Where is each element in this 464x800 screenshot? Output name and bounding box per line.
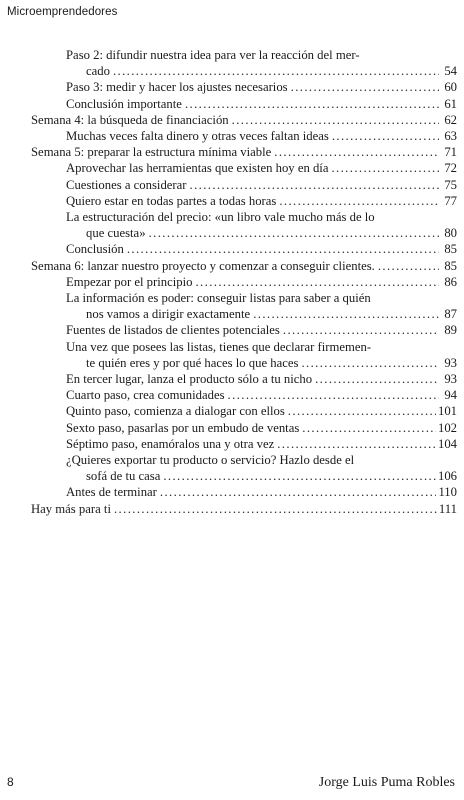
toc-entry-title: Cuarto paso, crea comunidades bbox=[66, 388, 225, 403]
dot-leader bbox=[315, 371, 439, 387]
toc-entry-page: 61 bbox=[444, 96, 457, 111]
toc-entry bbox=[31, 436, 457, 452]
toc-entry-page: 54 bbox=[444, 64, 457, 79]
toc-entry bbox=[31, 47, 457, 79]
toc-entry bbox=[31, 177, 457, 193]
toc-entry bbox=[31, 452, 457, 484]
toc-entry-title: Aprovechar las herramientas que existen hoy en día bbox=[66, 161, 329, 176]
dot-leader bbox=[190, 177, 440, 193]
dot-leader bbox=[113, 63, 439, 79]
page-number: 8 bbox=[7, 775, 14, 789]
toc-entry-title: Séptimo paso, enamóralos una y otra vez bbox=[66, 436, 275, 451]
toc-entry bbox=[31, 387, 457, 403]
toc-entry-title: Empezar por el principio bbox=[66, 274, 193, 289]
toc-entry-title-continued: te quién eres y por qué haces lo que haces bbox=[86, 355, 299, 370]
table-of-contents bbox=[31, 47, 457, 517]
toc-entry-page: 85 bbox=[444, 258, 457, 273]
toc-entry-title: La estructuración del precio: «un libro vale mucho más de lo bbox=[66, 210, 375, 225]
toc-entry-page: 60 bbox=[444, 80, 457, 95]
toc-entry-page: 111 bbox=[438, 501, 457, 516]
dot-leader bbox=[253, 306, 439, 322]
toc-entry bbox=[31, 96, 457, 112]
toc-entry-title: Paso 3: medir y hacer los ajustes necesarios bbox=[66, 80, 288, 95]
toc-entry bbox=[31, 160, 457, 176]
dot-leader bbox=[149, 225, 439, 241]
toc-entry bbox=[31, 403, 457, 419]
toc-entry bbox=[31, 501, 457, 517]
dot-leader bbox=[232, 112, 439, 128]
toc-entry-page: 94 bbox=[444, 388, 457, 403]
toc-entry-page: 85 bbox=[444, 242, 457, 257]
toc-entry-title: Fuentes de listados de clientes potenciales bbox=[66, 323, 280, 338]
toc-entry bbox=[31, 290, 457, 322]
toc-entry-title: Quiero estar en todas partes a todas horas bbox=[66, 193, 277, 208]
toc-entry-title: Semana 5: preparar la estructura mínima viable bbox=[31, 145, 272, 160]
toc-entry bbox=[31, 209, 457, 241]
toc-entry bbox=[31, 128, 457, 144]
toc-entry-page: 104 bbox=[437, 436, 457, 451]
toc-entry-title: Sexto paso, pasarlas por un embudo de ventas bbox=[66, 420, 300, 435]
toc-entry-page: 80 bbox=[444, 226, 457, 241]
toc-entry-page: 63 bbox=[444, 129, 457, 144]
dot-leader bbox=[163, 468, 436, 484]
toc-entry-title: Antes de terminar bbox=[66, 485, 157, 500]
toc-entry-page: 89 bbox=[444, 323, 457, 338]
toc-entry bbox=[31, 112, 457, 128]
dot-leader bbox=[378, 258, 439, 274]
toc-entry-page: 102 bbox=[437, 420, 457, 435]
dot-leader bbox=[277, 436, 436, 452]
toc-entry-title: La información es poder: conseguir listas para saber a quién bbox=[66, 291, 371, 306]
dot-leader bbox=[291, 79, 439, 95]
dot-leader bbox=[274, 144, 439, 160]
toc-entry-page: 71 bbox=[444, 145, 457, 160]
toc-entry-page: 106 bbox=[437, 469, 457, 484]
toc-entry bbox=[31, 274, 457, 290]
toc-entry-title: Conclusión importante bbox=[66, 96, 182, 111]
dot-leader bbox=[185, 96, 439, 112]
toc-entry-title-continued: que cuesta» bbox=[86, 226, 146, 241]
toc-entry-title: ¿Quieres exportar tu producto o servicio? Hazlo desde el bbox=[66, 453, 355, 468]
toc-entry-title-continued: sofá de tu casa bbox=[86, 469, 161, 484]
toc-entry-page: 87 bbox=[444, 307, 457, 322]
toc-entry-title: Hay más para ti bbox=[31, 501, 111, 516]
author-name: Jorge Luis Puma Robles bbox=[318, 775, 455, 790]
dot-leader bbox=[332, 128, 439, 144]
dot-leader bbox=[331, 160, 439, 176]
dot-leader bbox=[288, 403, 436, 419]
toc-entry-title: Muchas veces falta dinero y otras veces faltan ideas bbox=[66, 129, 329, 144]
dot-leader bbox=[228, 387, 439, 403]
toc-entry-page: 62 bbox=[444, 112, 457, 127]
toc-entry-page: 77 bbox=[444, 193, 457, 208]
toc-entry-title: Conclusión bbox=[66, 242, 124, 257]
toc-entry-title: Cuestiones a considerar bbox=[66, 177, 187, 192]
toc-entry bbox=[31, 241, 457, 257]
toc-entry bbox=[31, 339, 457, 371]
toc-entry bbox=[31, 79, 457, 95]
running-header: Microemprendedores bbox=[7, 6, 118, 18]
toc-entry bbox=[31, 144, 457, 160]
toc-entry-page: 101 bbox=[437, 404, 457, 419]
toc-entry bbox=[31, 322, 457, 338]
dot-leader bbox=[302, 420, 436, 436]
toc-entry-title: Semana 6: lanzar nuestro proyecto y comenzar a conseguir clientes. bbox=[31, 258, 375, 273]
toc-entry-title-continued: cado bbox=[86, 64, 110, 79]
toc-entry-page: 93 bbox=[444, 355, 457, 370]
toc-entry-title: Una vez que posees las listas, tienes que declarar firmemen- bbox=[66, 339, 372, 354]
toc-entry bbox=[31, 371, 457, 387]
toc-entry-page: 93 bbox=[444, 372, 457, 387]
toc-entry-title: Paso 2: difundir nuestra idea para ver la reacción del mer- bbox=[66, 48, 360, 62]
toc-entry-page: 86 bbox=[444, 274, 457, 289]
toc-entry-page: 72 bbox=[444, 161, 457, 176]
toc-entry-title: En tercer lugar, lanza el producto sólo a tu nicho bbox=[66, 372, 313, 387]
toc-entry-page: 75 bbox=[444, 177, 457, 192]
dot-leader bbox=[283, 322, 439, 338]
toc-entry-title: Semana 4: la búsqueda de financiación bbox=[31, 112, 229, 127]
dot-leader bbox=[279, 193, 439, 209]
toc-entry bbox=[31, 258, 457, 274]
dot-leader bbox=[195, 274, 439, 290]
dot-leader bbox=[127, 241, 439, 257]
toc-entry-title: Quinto paso, comienza a dialogar con ellos bbox=[66, 404, 285, 419]
toc-entry bbox=[31, 193, 457, 209]
toc-entry-title-continued: nos vamos a dirigir exactamente bbox=[86, 307, 251, 322]
dot-leader bbox=[114, 501, 437, 517]
toc-entry bbox=[31, 484, 457, 500]
dot-leader bbox=[301, 355, 439, 371]
toc-entry bbox=[31, 420, 457, 436]
dot-leader bbox=[160, 484, 437, 500]
toc-entry-page: 110 bbox=[438, 485, 457, 500]
